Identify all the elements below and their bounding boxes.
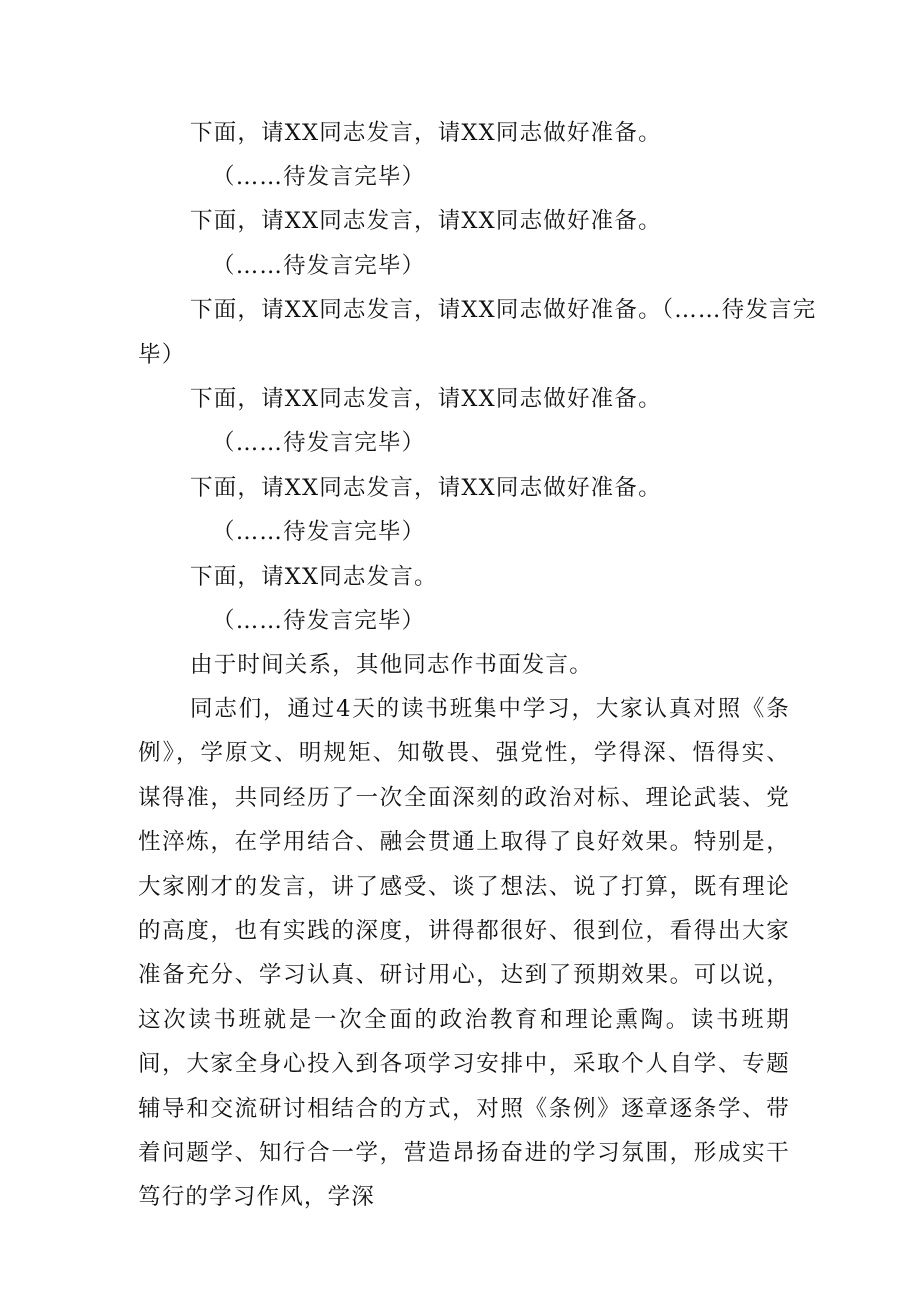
speaker-line-2: 下面，请XX同志发言，请XX同志做好准备。 bbox=[190, 208, 662, 234]
pending-note-5: （……待发言完毕） bbox=[212, 519, 426, 545]
closing-paragraph: 同志们，通过4天的读书班集中学习，大家认真对照《条例》，学原文、明规矩、知敬畏、强党性，学得深、悟得实、谋得准，共同经历了一次全面深刻的政治对标、理论武装、党性淬炼，在学用结合、融会贯通上取得了良好效果。特别是，大家刚才的发言，讲了感受、谈了想法、说了打算，既有理论的高度，也有实践的深度，讲得都很好、很到位，看得出大家准备充分、学习认真、研讨用心，达到了预期效果。可以说，这次读书班就是一次全面的政治教育和理论熏陶。读书班期间，大家全身心投入到各项学习安排中，采取个人自学、专题辅导和交流研讨相结合的方式，对照《条例》逐章逐条学、带着问题学、知行合一学，营造昂扬奋进的学习氛围，形成实干笃行的学习作风，学深 bbox=[138, 696, 790, 1211]
speaker-line-3: 下面，请XX同志发言，请XX同志做好准备。（……待发言完 bbox=[190, 297, 817, 323]
pending-note-4: （……待发言完毕） bbox=[212, 430, 426, 456]
speaker-line-1: 下面，请XX同志发言，请XX同志做好准备。 bbox=[190, 120, 662, 146]
pending-note-1: （……待发言完毕） bbox=[212, 164, 426, 190]
written-speech-note: 由于时间关系，其他同志作书面发言。 bbox=[190, 652, 593, 678]
speaker-line-3-wrap: 毕） bbox=[138, 342, 186, 368]
pending-note-6: （……待发言完毕） bbox=[212, 608, 426, 634]
pending-note-2: （……待发言完毕） bbox=[212, 253, 426, 279]
speaker-line-6: 下面，请XX同志发言。 bbox=[190, 564, 438, 590]
speaker-line-4: 下面，请XX同志发言，请XX同志做好准备。 bbox=[190, 386, 662, 412]
speaker-line-5: 下面，请XX同志发言，请XX同志做好准备。 bbox=[190, 475, 662, 501]
